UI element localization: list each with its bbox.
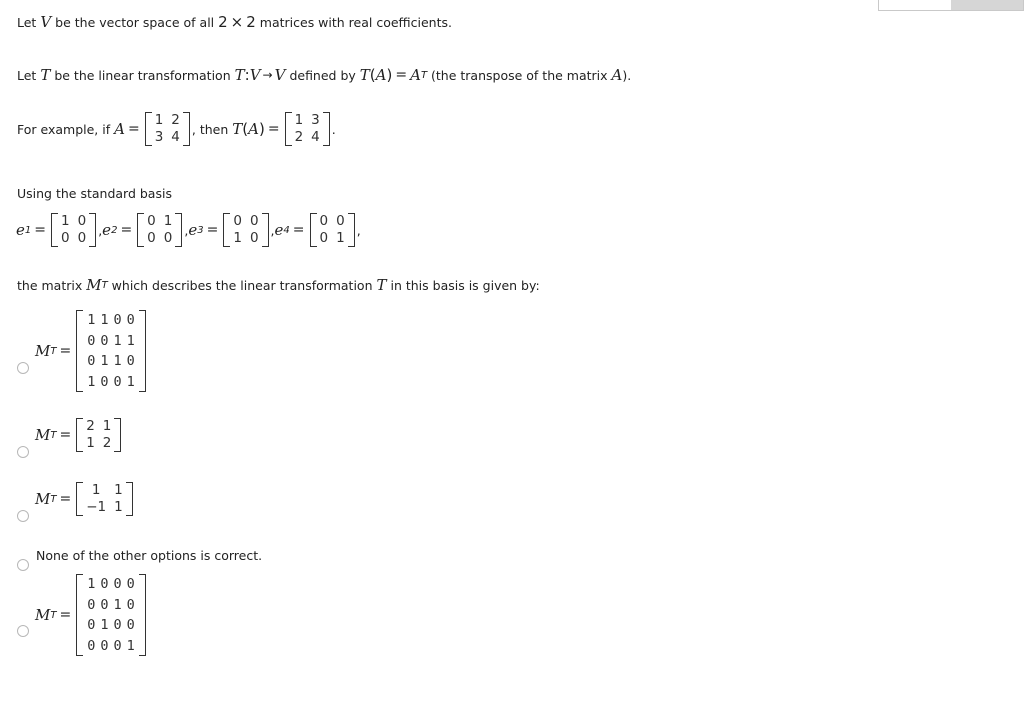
option-5-radio[interactable]: [17, 625, 29, 637]
matrix-cell: 0: [126, 596, 135, 613]
math-subscript-T: T: [50, 345, 57, 357]
math-comma: ,: [98, 222, 103, 238]
matrix-grid: [230, 213, 261, 247]
matrix-cell: 1: [61, 213, 70, 229]
math-paren: (: [369, 66, 376, 84]
matrix-cell: 4: [311, 129, 320, 145]
matrix-grid: [152, 112, 183, 146]
matrix-cell: 0: [249, 213, 259, 229]
math-equals: =: [395, 67, 408, 83]
option-4-label[interactable]: [36, 548, 262, 563]
matrix-cell: 1: [233, 230, 242, 246]
matrix-cell: 2: [86, 418, 95, 434]
option-3-matrix: [76, 482, 133, 516]
matrix-grid: [144, 213, 175, 247]
option-4-text: None of the other options is correct.: [36, 548, 263, 563]
progress-fill: [951, 0, 1023, 10]
math-equals: =: [120, 222, 133, 238]
math-A: A: [114, 120, 125, 138]
matrix-cell: 0: [87, 332, 96, 349]
matrix-grid: [83, 418, 114, 452]
math-comma: ,: [184, 222, 189, 238]
math-e: e: [188, 221, 198, 239]
matrix-cell: 0: [77, 213, 87, 229]
math-subscript: 3: [197, 224, 204, 236]
option-1-label[interactable]: [35, 310, 148, 392]
math-M: M: [35, 342, 51, 360]
math-equals: =: [59, 607, 72, 623]
matrix-cell: 0: [336, 213, 345, 229]
math-paren: (: [242, 120, 249, 138]
math-subscript-T: T: [101, 279, 108, 291]
option-4-radio[interactable]: [17, 559, 29, 571]
matrix-cell: 0: [87, 353, 96, 369]
math-A: A: [611, 66, 623, 84]
matrix-cell: 0: [113, 373, 122, 390]
basis-matrix-e1: [51, 213, 96, 247]
matrix-cell: 2: [102, 435, 112, 451]
math-e: e: [16, 221, 25, 239]
math-equals: =: [59, 491, 72, 507]
math-M: M: [35, 490, 51, 508]
option-1-matrix: [76, 310, 146, 392]
option-2-matrix: [76, 418, 121, 452]
matrix-cell: 1: [100, 353, 109, 369]
matrix-cell: 1: [87, 373, 96, 390]
matrix-TA: [285, 112, 330, 146]
matrix-grid: [292, 112, 323, 146]
paragraph-vector-space: [17, 13, 452, 31]
matrix-cell: 1: [163, 213, 173, 229]
option-2-radio[interactable]: [17, 446, 29, 458]
text: For example, if: [17, 121, 111, 137]
text: defined by: [289, 67, 356, 83]
matrix-cell: 1: [114, 499, 123, 515]
matrix-cell: 0: [126, 617, 135, 633]
paragraph-example: [17, 112, 336, 146]
matrix-A: [145, 112, 190, 146]
matrix-cell: 1: [336, 230, 345, 246]
matrix-grid: [83, 482, 126, 516]
matrix-cell: 0: [100, 637, 109, 654]
matrix-cell: 1: [113, 596, 122, 613]
math-comma: ,: [356, 222, 361, 238]
paragraph-matrix-description: [17, 276, 540, 294]
matrix-cell: 0: [113, 637, 122, 654]
matrix-cell: 0: [100, 332, 109, 349]
math-subscript: 2: [111, 224, 118, 236]
matrix-grid: [83, 574, 139, 656]
matrix-cell: 1: [87, 576, 96, 592]
math-2: 2: [246, 13, 256, 31]
matrix-cell: 0: [100, 373, 109, 390]
matrix-cell: 0: [100, 596, 109, 613]
matrix-cell: 0: [100, 576, 109, 592]
matrix-cell: 0: [163, 230, 173, 246]
text: ).: [622, 67, 632, 83]
math-A: A: [248, 120, 259, 138]
text: (the transpose of the matrix: [431, 67, 608, 83]
matrix-cell: 0: [87, 617, 96, 633]
math-equals: =: [267, 121, 280, 137]
matrix-cell: 0: [126, 576, 135, 592]
option-1-radio[interactable]: [17, 362, 29, 374]
matrix-grid: [83, 310, 139, 392]
matrix-cell: 1: [113, 353, 122, 369]
matrix-cell: 0: [126, 312, 135, 328]
matrix-cell: 0: [113, 617, 122, 633]
matrix-cell: 0: [147, 213, 156, 229]
basis-equations: [16, 213, 361, 247]
matrix-grid: [58, 213, 89, 247]
arrow-icon: →: [262, 68, 273, 82]
math-M: M: [86, 276, 102, 294]
math-equals: =: [59, 427, 72, 443]
basis-matrix-e2: [137, 213, 182, 247]
option-5-matrix: [76, 574, 146, 656]
math-subscript-T: T: [50, 609, 57, 621]
matrix-cell: 3: [154, 129, 164, 145]
matrix-cell: 0: [233, 213, 242, 229]
math-M: M: [35, 426, 51, 444]
matrix-cell: 0: [87, 637, 96, 654]
progress-widget: [878, 0, 1024, 11]
math-e: e: [102, 221, 112, 239]
text: Let: [17, 14, 37, 30]
text: Let: [17, 67, 37, 83]
text: .: [331, 121, 336, 137]
matrix-cell: 3: [311, 112, 320, 128]
math-equals: =: [127, 121, 140, 137]
matrix-cell: 1: [294, 112, 304, 128]
math-V: V: [274, 66, 286, 84]
math-colon: :: [244, 66, 250, 84]
math-subscript-T: T: [50, 429, 57, 441]
math-T: T: [234, 66, 245, 84]
matrix-cell: 4: [171, 129, 180, 145]
math-subscript: 4: [283, 224, 290, 236]
matrix-cell: 1: [100, 312, 109, 328]
math-V: V: [249, 66, 261, 84]
matrix-cell: 0: [61, 230, 70, 246]
math-equals: =: [206, 222, 219, 238]
math-T: T: [40, 66, 51, 84]
math-T: T: [232, 120, 243, 138]
math-equals: =: [59, 343, 72, 359]
math-A: A: [410, 66, 421, 84]
option-5-label[interactable]: [35, 574, 148, 656]
math-paren: ): [258, 120, 265, 138]
matrix-cell: 0: [126, 353, 135, 369]
matrix-cell: 0: [319, 213, 329, 229]
basis-matrix-e4: [310, 213, 355, 247]
matrix-cell: 1: [126, 637, 135, 654]
matrix-cell: 1: [100, 617, 109, 633]
matrix-cell: 1: [154, 112, 164, 128]
math-subscript-T: T: [50, 493, 57, 505]
matrix-cell: 1: [126, 373, 135, 390]
matrix-cell: 1: [113, 332, 122, 349]
math-e: e: [274, 221, 284, 239]
matrix-cell: 1: [102, 418, 112, 434]
text: , then: [191, 121, 229, 137]
matrix-cell: 0: [249, 230, 259, 246]
matrix-cell: 0: [147, 230, 156, 246]
paragraph-standard-basis: [17, 186, 172, 201]
matrix-cell: 0: [113, 312, 122, 328]
matrix-cell: 0: [77, 230, 87, 246]
text: be the vector space of all: [55, 14, 215, 30]
matrix-cell: 0: [87, 596, 96, 613]
math-superscript-T: T: [420, 69, 428, 81]
math-T: T: [359, 66, 370, 84]
option-3-radio[interactable]: [17, 510, 29, 522]
matrix-cell: 2: [171, 112, 180, 128]
matrix-cell: 1: [86, 435, 95, 451]
math-A: A: [375, 66, 387, 84]
paragraph-transformation: [17, 66, 631, 84]
basis-matrix-e3: [223, 213, 268, 247]
matrix-cell: −1: [86, 499, 107, 515]
math-equals: =: [34, 222, 46, 238]
matrix-cell: 0: [319, 230, 329, 246]
math-equals: =: [292, 222, 305, 238]
text: which describes the linear transformation: [111, 277, 373, 293]
matrix-cell: 2: [294, 129, 304, 145]
matrix-cell: 1: [126, 332, 135, 349]
math-T: T: [376, 276, 387, 294]
text: in this basis is given by:: [390, 277, 540, 293]
matrix-grid: [317, 213, 348, 247]
matrix-cell: 1: [91, 482, 101, 498]
matrix-cell: 0: [113, 576, 122, 592]
matrix-cell: 1: [114, 482, 123, 498]
text: Using the standard basis: [17, 186, 172, 201]
text: the matrix: [17, 277, 83, 293]
option-3-label[interactable]: [35, 482, 135, 516]
math-subscript: 1: [24, 224, 32, 236]
text: be the linear transformation: [54, 67, 231, 83]
math-2: 2: [218, 13, 228, 31]
math-V: V: [40, 13, 52, 31]
math-M: M: [35, 606, 51, 624]
matrix-cell: 1: [87, 312, 96, 328]
math-paren: ): [386, 66, 393, 84]
option-2-label[interactable]: [35, 418, 123, 452]
math-comma: ,: [270, 222, 275, 238]
math-times: ×: [230, 13, 244, 31]
text: matrices with real coefficients.: [259, 14, 452, 30]
